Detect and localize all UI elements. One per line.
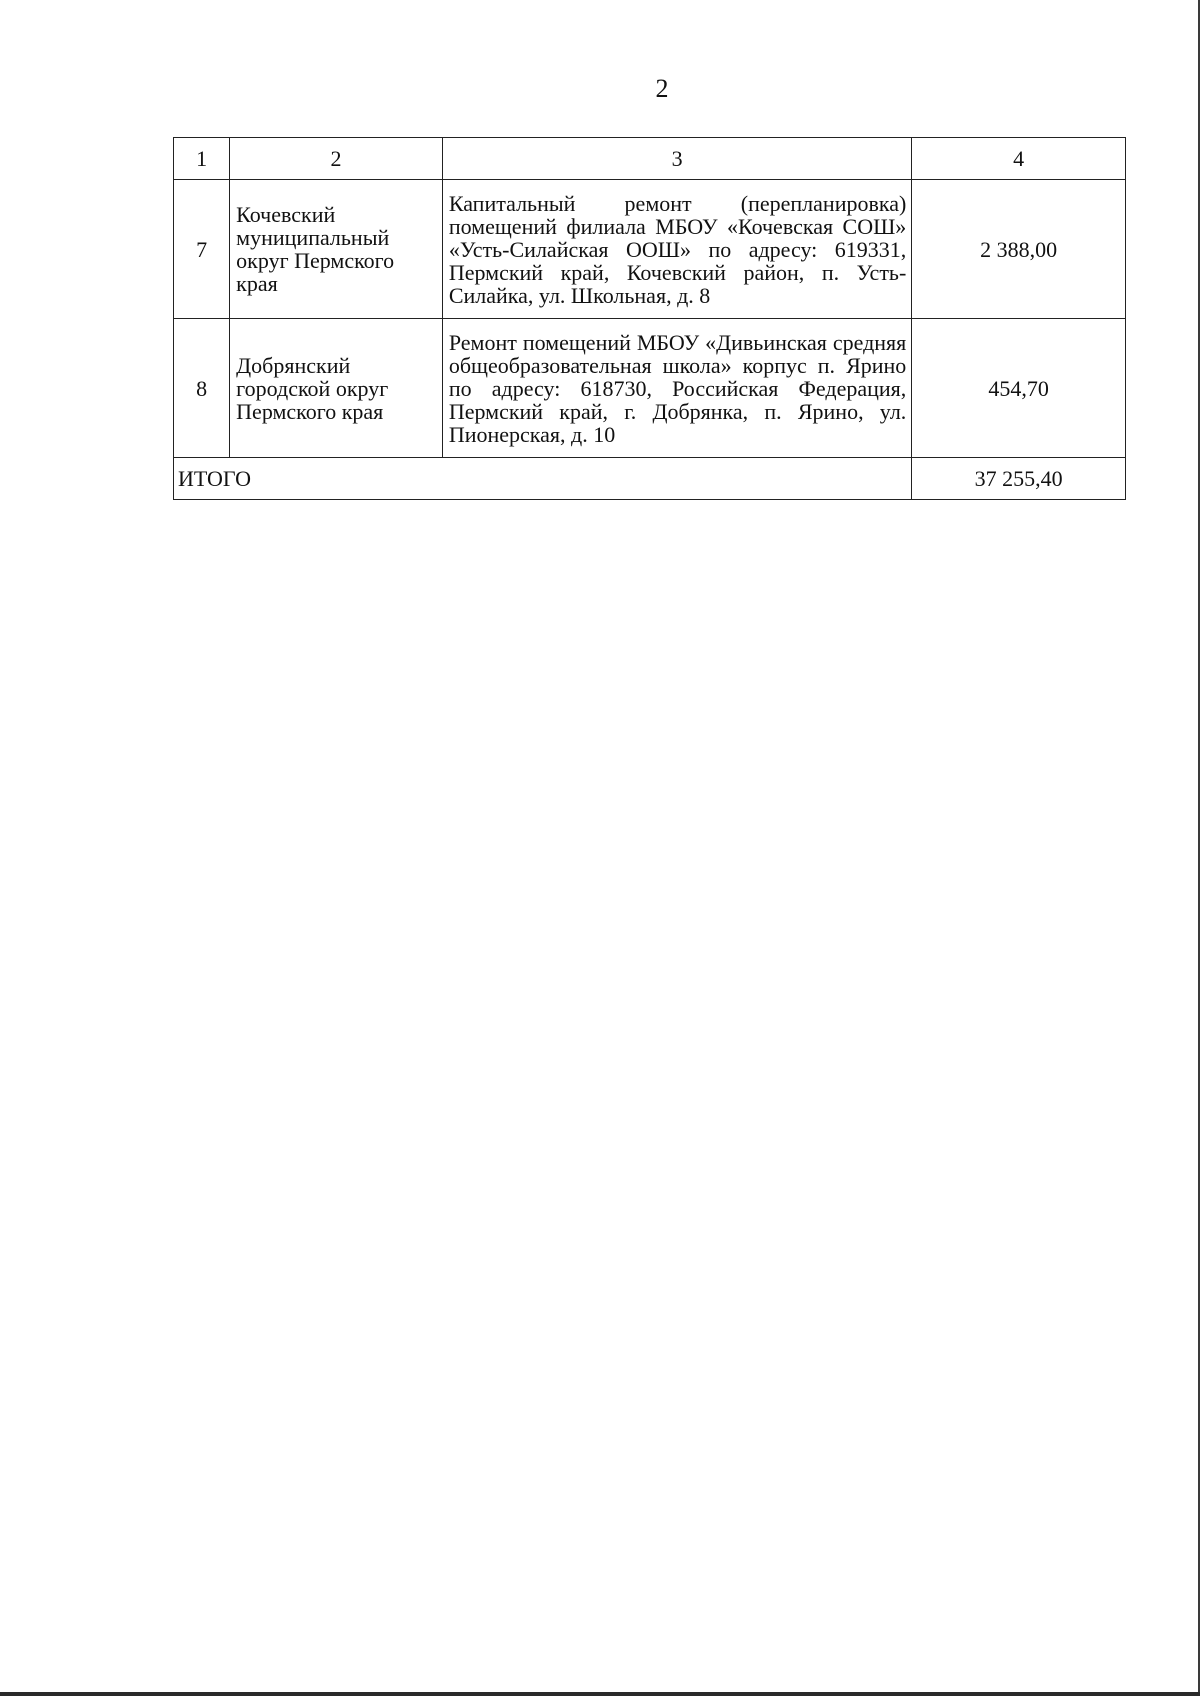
funding-table (173, 137, 1126, 500)
municipality-name: Добрянский городской округ Пермского края (230, 319, 443, 458)
row-number: 7 (174, 180, 230, 319)
column-number-4: 4 (912, 138, 1126, 180)
column-number-2: 2 (230, 138, 443, 180)
scan-edge-bottom (0, 1692, 1200, 1696)
row-number: 8 (174, 319, 230, 458)
column-number-1: 1 (174, 138, 230, 180)
column-number-3: 3 (442, 138, 911, 180)
municipality-name: Кочевский муниципальный округ Пермского края (230, 180, 443, 319)
project-description: Капитальный ремонт (перепланировка) помещений филиала МБОУ «Кочевская СОШ» «Усть-Силайская ООШ» по адресу: 619331, Пермский край, Кочевский район, п. Усть-Силайка, ул. Школьная, д. 8 (442, 180, 911, 319)
funding-amount: 454,70 (912, 319, 1126, 458)
funding-amount: 2 388,00 (912, 180, 1126, 319)
table-header-row (174, 138, 1126, 180)
total-label: ИТОГО (174, 458, 912, 500)
project-description: Ремонт помещений МБОУ «Дивьинская средняя общеобразовательная школа» корпус п. Ярино по адресу: 618730, Российская Федерация, Пермский край, г. Добрянка, п. Ярино, ул. Пионерская, д. 10 (442, 319, 911, 458)
table-row (174, 319, 1126, 458)
page-number: 2 (655, 74, 669, 103)
total-amount: 37 255,40 (912, 458, 1126, 500)
total-row (174, 458, 1126, 500)
table-row (174, 180, 1126, 319)
